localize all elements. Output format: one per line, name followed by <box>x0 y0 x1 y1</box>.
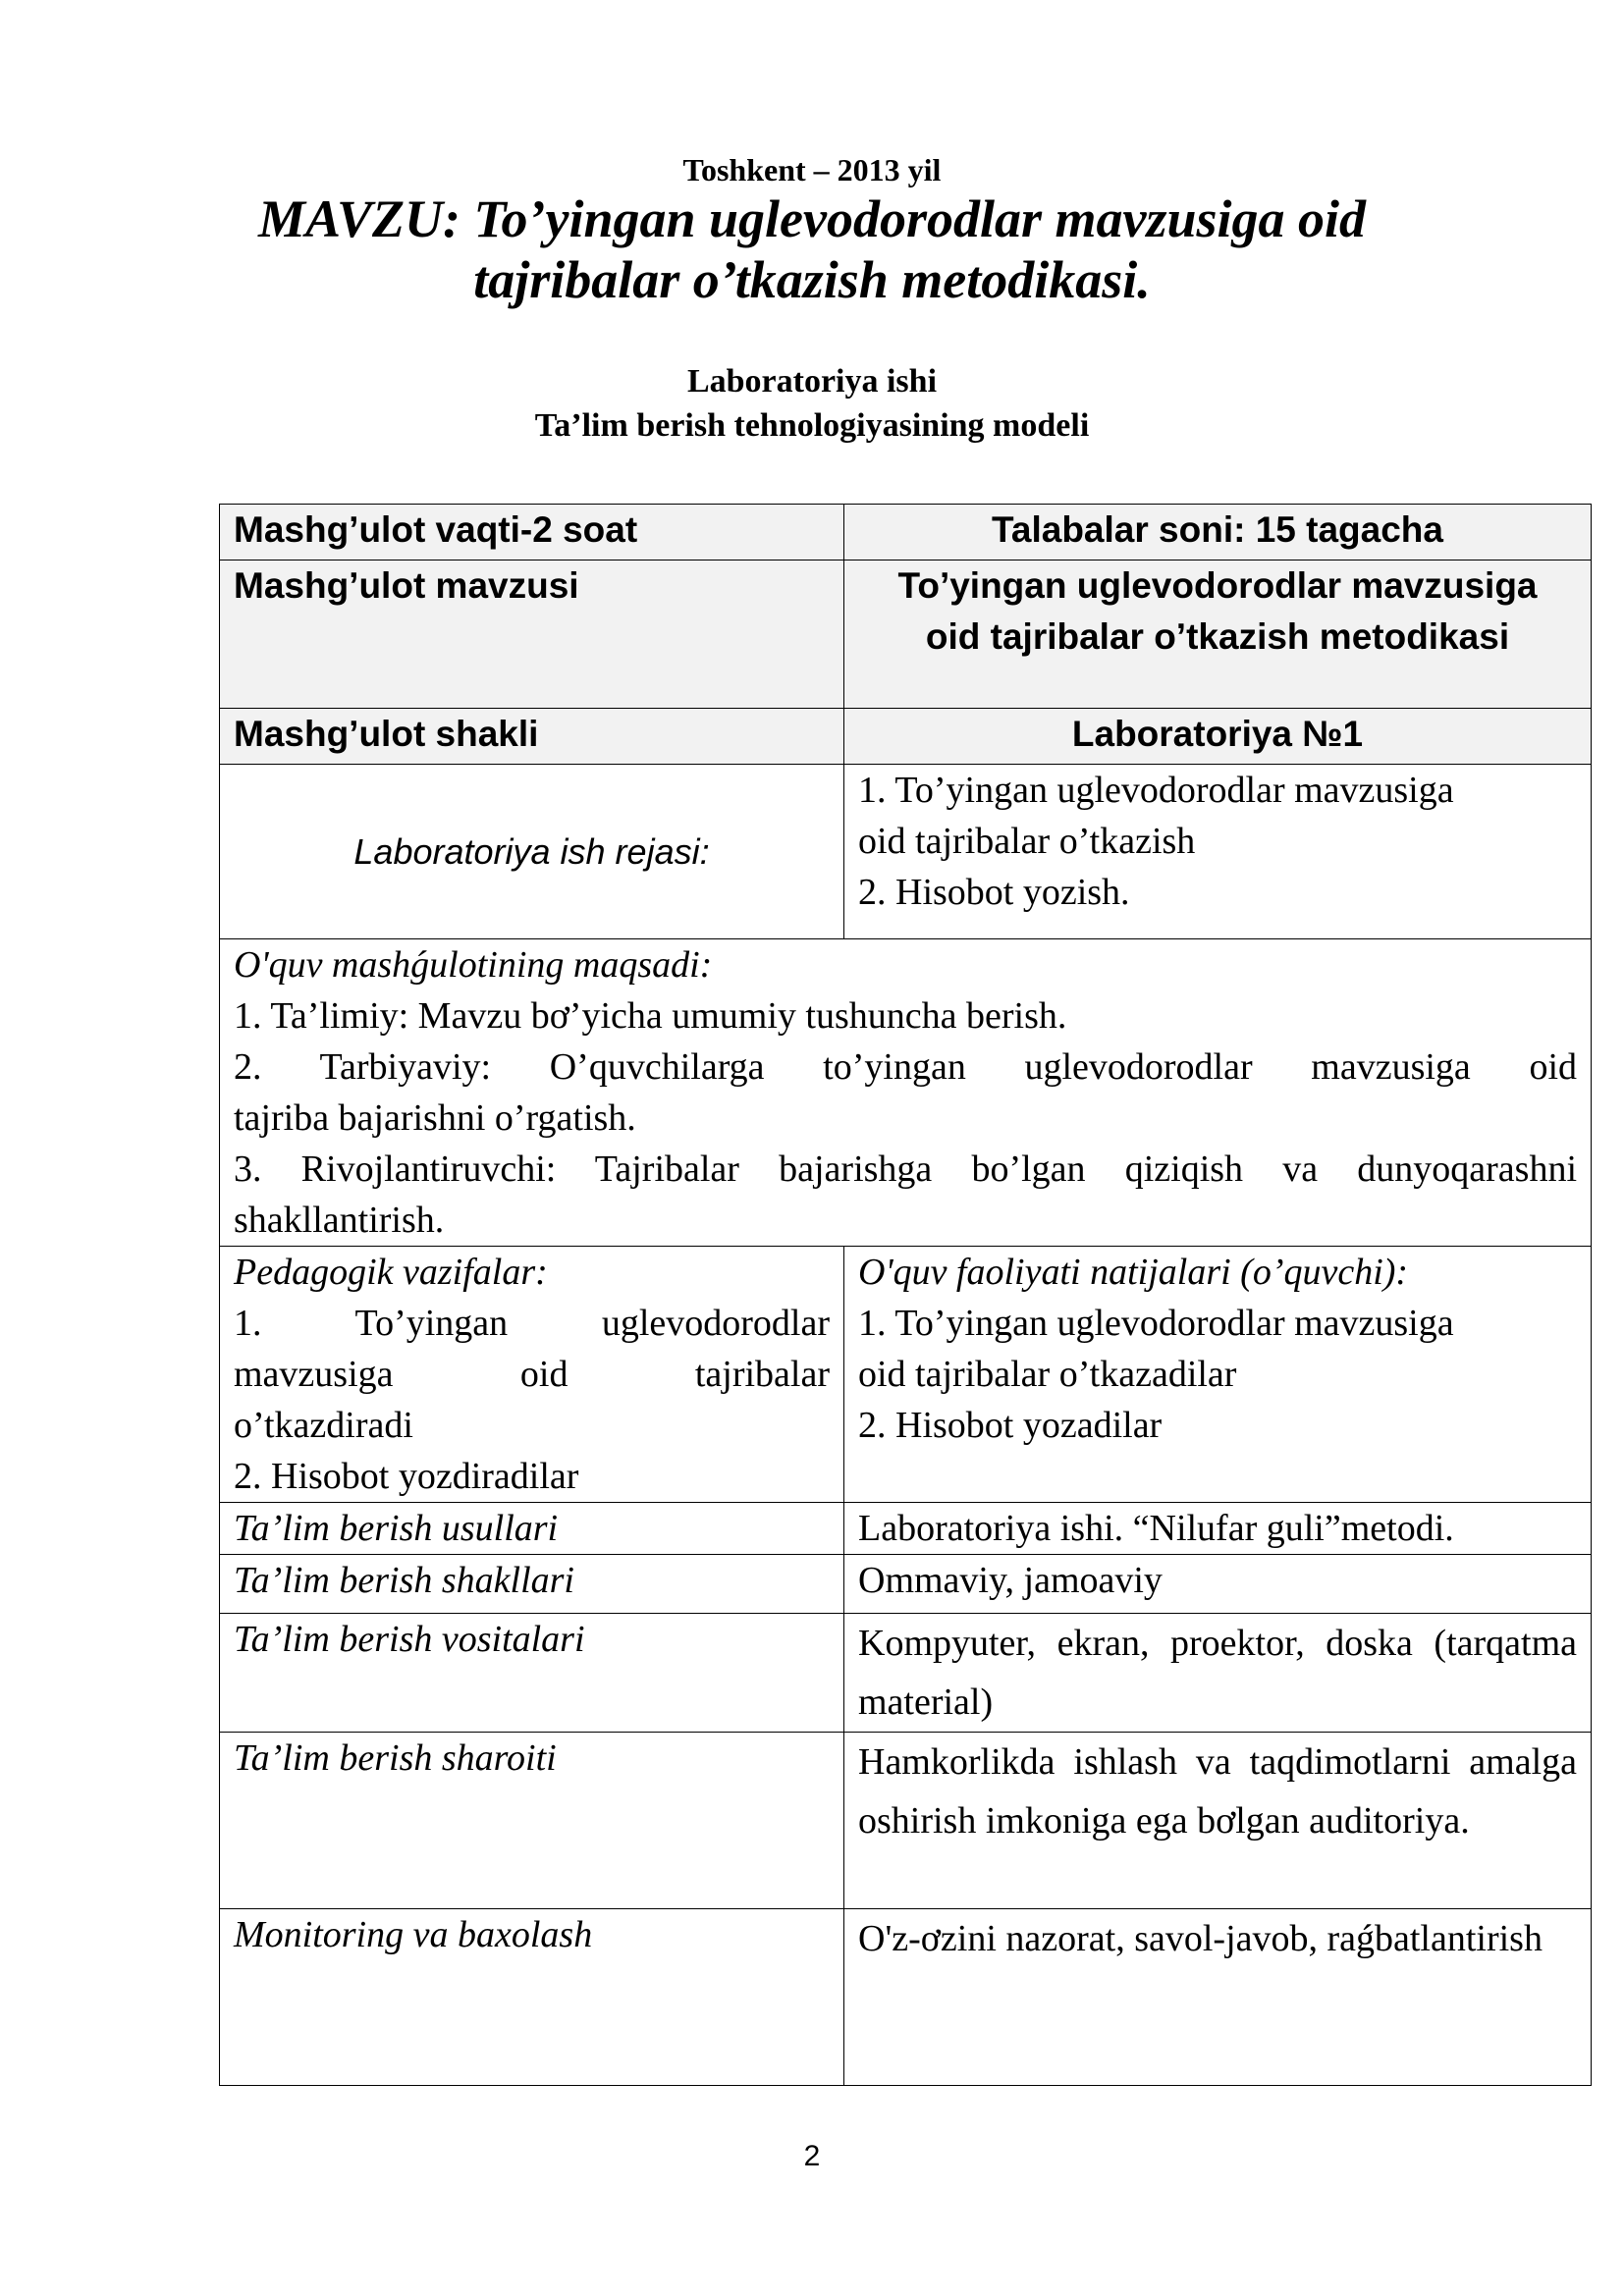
learning-result-item: 1. To’yingan uglevodorodlar mavzusiga <box>858 1303 1454 1344</box>
conditions-label-cell: Ta’lim berish sharoiti <box>220 1733 844 1909</box>
methods-value-cell: Laboratoriya ishi. “Nilufar guli”metodi. <box>844 1503 1592 1555</box>
plan-item: 1. To’yingan uglevodorodlar mavzusiga <box>858 770 1454 811</box>
learning-results-heading: O'quv faoliyati natijalari (o’quvchi): <box>858 1252 1409 1293</box>
plan-label-cell: Laboratoriya ish rejasi: <box>220 765 844 939</box>
title-line-1: MAVZU: To’yingan uglevodorodlar mavzusiga oid <box>257 189 1367 248</box>
table-row-form <box>220 709 1592 765</box>
teaching-forms-value-cell: Ommaviy, jamoaviy <box>844 1555 1592 1614</box>
goal-item: 2. Tarbiyaviy: O’quvchilarga to’yingan uglevodorodlar mavzusiga oid <box>234 1046 1577 1088</box>
monitoring-value-cell: O'z-ơzini nazorat, savol-javob, raǵbatlantirish <box>844 1909 1592 2086</box>
pedagogical-task-item: o’tkazdiradi <box>234 1405 413 1446</box>
form-label-cell: Mashg’ulot shakli <box>220 709 844 765</box>
topic-value-line-2: oid tajribalar o’tkazish metodikasi <box>925 616 1510 657</box>
table-row-plan <box>220 765 1592 939</box>
pedagogical-task-item: 1. To’yingan uglevodorodlar <box>234 1303 830 1344</box>
table-row-tools <box>220 1614 1592 1733</box>
page-number: 2 <box>803 2140 821 2172</box>
learning-result-item: oid tajribalar o’tkazadilar <box>858 1354 1237 1395</box>
tools-label-cell: Ta’lim berish vositalari <box>220 1614 844 1733</box>
form-value-cell: Laboratoriya №1 <box>844 709 1592 765</box>
pedagogical-tasks-cell <box>220 1247 844 1503</box>
goal-item: 1. Ta’limiy: Mavzu bơ’yicha umumiy tushuncha berish. <box>234 995 1067 1037</box>
learning-results-cell <box>844 1247 1592 1503</box>
tools-value-cell: Kompyuter, ekran, proektor, doska (tarqatma material) <box>844 1614 1592 1733</box>
topic-label-cell: Mashg’ulot mavzusi <box>220 561 844 709</box>
document-title <box>226 188 1398 310</box>
plan-item: 2. Hisobot yozish. <box>858 872 1130 913</box>
table-row-conditions <box>220 1733 1592 1909</box>
table-row-methods <box>220 1503 1592 1555</box>
goal-item: shakllantirish. <box>234 1200 445 1241</box>
conditions-value-cell: Hamkorlikda ishlash va taqdimotlarni amalga oshirish imkoniga ega bơlgan auditoriya. <box>844 1733 1592 1909</box>
topic-value-cell <box>844 561 1592 709</box>
table-row-monitoring <box>220 1909 1592 2086</box>
teaching-forms-label-cell: Ta’lim berish shakllari <box>220 1555 844 1614</box>
subtitle-lab-work: Laboratoriya ishi <box>686 363 938 400</box>
table-row-time <box>220 505 1592 561</box>
table-row-forms <box>220 1555 1592 1614</box>
lesson-plan-table <box>219 504 1592 2086</box>
methods-label-cell: Ta’lim berish usullari <box>220 1503 844 1555</box>
table-row-goals <box>220 939 1592 1247</box>
goal-item: tajriba bajarishni o’rgatish. <box>234 1097 636 1139</box>
plan-items-cell <box>844 765 1592 939</box>
goals-heading: O'quv mashǵulotining maqsadi: <box>234 944 713 986</box>
pedagogical-task-item: mavzusiga oid tajribalar <box>234 1354 830 1395</box>
pedagogical-task-item: 2. Hisobot yozdiradilar <box>234 1456 579 1497</box>
plan-item: oid tajribalar o’tkazish <box>858 821 1196 862</box>
topic-value-line-1: To’yingan uglevodorodlar mavzusiga <box>897 565 1538 606</box>
table-row-topic <box>220 561 1592 709</box>
student-count-cell: Talabalar soni: 15 tagacha <box>844 505 1592 561</box>
monitoring-label-cell: Monitoring va baxolash <box>220 1909 844 2086</box>
table-row-tasks <box>220 1247 1592 1503</box>
pedagogical-tasks-heading: Pedagogik vazifalar: <box>234 1252 548 1293</box>
city-year: Toshkent – 2013 yil <box>682 152 942 187</box>
lesson-time-cell: Mashg’ulot vaqti-2 soat <box>220 505 844 561</box>
goals-cell <box>220 939 1592 1247</box>
learning-result-item: 2. Hisobot yozadilar <box>858 1405 1163 1446</box>
subtitle-model: Ta’lim berish tehnologiyasining modeli <box>534 407 1090 444</box>
title-line-2: tajribalar o’tkazish metodikasi. <box>473 250 1151 309</box>
goal-item: 3. Rivojlantiruvchi: Tajribalar bajarishga bo’lgan qiziqish va dunyoqarashni <box>234 1148 1577 1190</box>
